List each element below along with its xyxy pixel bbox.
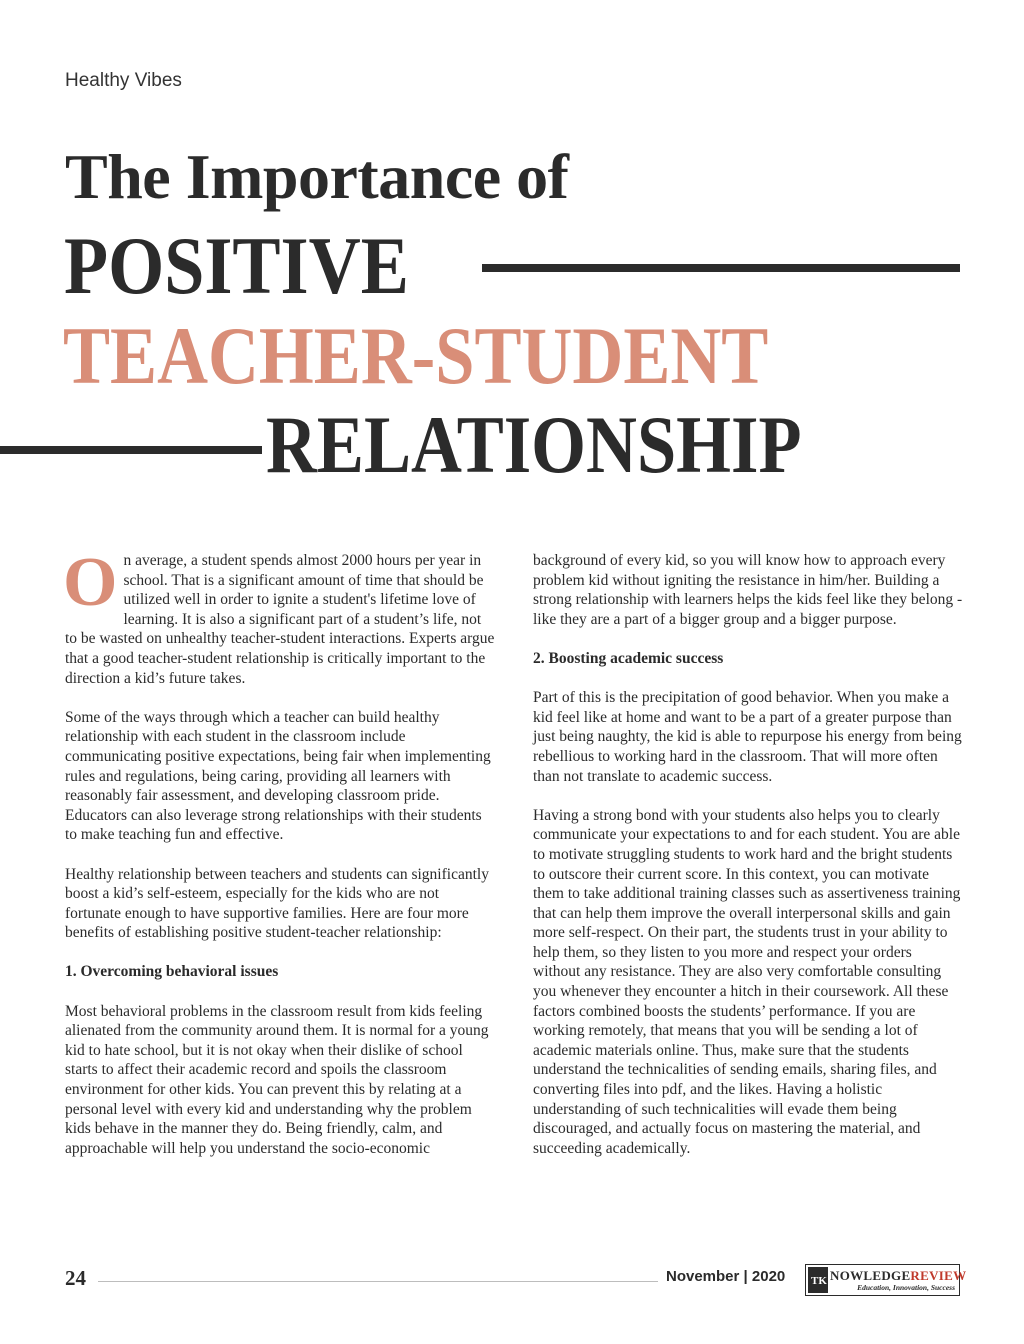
logo-tagline: Education, Innovation, Success bbox=[857, 1283, 955, 1292]
section-tag: Healthy Vibes bbox=[65, 70, 182, 91]
page-number: 24 bbox=[65, 1266, 86, 1290]
drop-cap: O bbox=[63, 544, 118, 621]
title-rule-bottom bbox=[0, 446, 262, 454]
knowledge-review-logo bbox=[805, 1264, 967, 1296]
subheading-academic: 2. Boosting academic success bbox=[533, 649, 724, 667]
footer-divider bbox=[98, 1281, 658, 1282]
paragraph: Most behavioral problems in the classroom result from kids feeling alienated from the community around them. It is normal for a young kid to hate school, but it is not okay when their dislike of school starts to affect their academic record and spoils the classroom environment for other kids. You can prevent this by relating at a personal level with every kid and understanding why the problem kids behave in the manner they do. Being friendly, calm, and approachable will help you understand the socio-economic bbox=[65, 1002, 489, 1157]
title-line-3: TEACHER-STUDENT bbox=[63, 310, 769, 401]
intro-paragraph bbox=[63, 544, 495, 688]
paragraph: Some of the ways through which a teacher can build healthy relationship with each student in the classroom include communicating positive expectations, being fair when implementing rules and regulations, being caring, providing all learners with reasonably fair assessment, and developing classroom pride. Educators can also leverage strong relationships with their students to make teaching fun and effective. bbox=[65, 708, 491, 844]
intro-text: n average, a student spends almost 2000 hours per year in school. That is a significant amount of time that should be utilized well in order to ignite a student's lifetime love of learning. It is also a significant part of a student’s life, not to be wasted on unhealthy teacher-student interactions. Experts argue that a good teacher-student relationship is critically important to the direction a kid’s future takes. bbox=[65, 552, 495, 687]
logo-mark-icon: TK bbox=[808, 1267, 828, 1293]
article-column-left bbox=[63, 544, 495, 1178]
title-line-2: POSITIVE bbox=[64, 220, 409, 311]
paragraph: background of every kid, so you will know how to approach every problem kid without igniting the resistance in him/her. Building a strong relationship with learners helps the kids feel like they belong - like they are a part of a bigger group and a bigger purpose. bbox=[533, 552, 963, 628]
logo-wordmark: NOWLEDGEREVIEW bbox=[830, 1268, 967, 1283]
title-line-4: RELATIONSHIP bbox=[266, 399, 802, 490]
paragraph: Part of this is the precipitation of good behavior. When you make a kid feel like at home and want to be a part of a greater purpose than just being naughty, the kid is able to repurpose his energy from being rebellious to working hard in the classroom. That will more often than not translate to academic success. bbox=[533, 689, 962, 785]
paragraph: Healthy relationship between teachers and students can significantly boost a kid’s self-esteem, especially for the kids who are not fortunate enough to have supportive families. Here are four more benefits of establishing positive student-teacher relationship: bbox=[65, 865, 489, 942]
issue-date: November | 2020 bbox=[666, 1268, 786, 1285]
article-column-right bbox=[533, 551, 963, 1178]
title-rule-top bbox=[482, 264, 960, 272]
subheading-behavioral: 1. Overcoming behavioral issues bbox=[65, 963, 279, 981]
title-line-1: The Importance of bbox=[65, 141, 569, 212]
paragraph: Having a strong bond with your students also helps you to clearly communicate your expectations to and for each student. You are able to motivate struggling students to work hard and the bright students to outscore their current score. In this context, you can motivate them to take additional training classes such as assertiveness training that can help them improve the overall interpersonal skills and gain more self-respect. On their part, the students trust in your ability to help them, so they listen to you more and respect your orders without any resistance. They are also very comfortable consulting you whenever they encounter a hitch in their coursework. All these factors combined boosts the students’ performance. If you are working remotely, that means that you will be sending a lot of academic materials online. Thus, make sure that the students understand the technicalities of sending emails, sharing files, and converting files into pdf, and the likes. Having a holistic understanding of such technicalities will evade them being discouraged, and actually focus on mastering the material, and succeeding academically. bbox=[533, 806, 961, 1157]
